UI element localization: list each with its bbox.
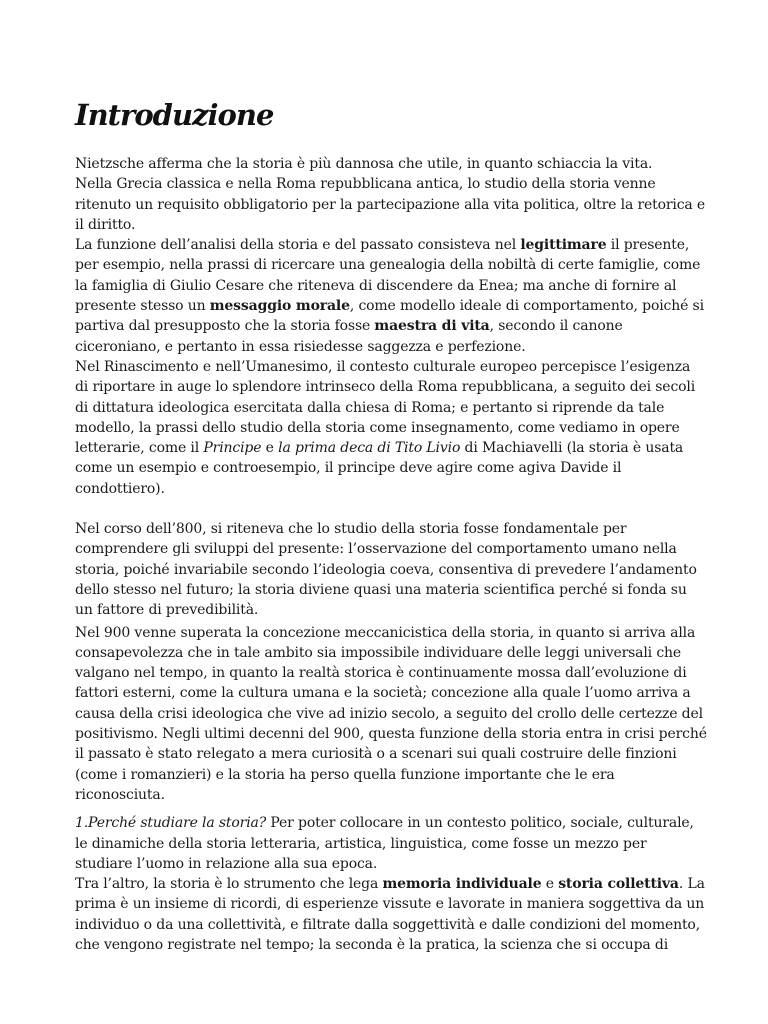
text-run: , come modello ideale di comportamento, poiché si partiva dal presupposto che la storia fosse (75, 298, 704, 335)
text-run: di Machiavelli (la storia è usata come un esempio e controesempio, il principe deve agire come agiva Davide il condottiero). (75, 440, 684, 497)
bold-maestra-di-vita: maestra di vita (374, 318, 490, 335)
text-run: e (541, 876, 559, 893)
italic-principe: Principe (203, 440, 262, 457)
text-run: . La prima è un insieme di ricordi, di esperienze vissute e lavorate in maniera soggettiva da un individuo o da una collettività, e filtrate dalla soggettività e dalle condizioni del momento, che vengono registrate nel tempo; la seconda è la pratica, la scienza che si occupa di (75, 876, 705, 953)
paragraph-perche-studiare (75, 813, 707, 874)
paragraph-memoria (75, 874, 707, 955)
paragraph-rinascimento (75, 357, 707, 499)
text-run: Nel Rinascimento e nell’Umanesimo, il contesto culturale europeo percepisce l’esigenza di riportare in auge lo splendore intrinseco della Roma repubblicana, a seguito dei secoli di dittatura ideologica esercitata dalla chiesa di Roma; e pertanto si riprende da tale modello, la prassi dello studio della storia come insegnamento, come vediamo in opere letterarie, come il (75, 358, 696, 457)
bold-legittimare: legittimare (520, 237, 607, 254)
italic-prima-deca: la prima deca di Tito Livio (278, 440, 461, 457)
bold-storia-collettiva: storia collettiva (558, 876, 679, 893)
text-run: e (261, 440, 279, 457)
paragraph-nietzsche: Nietzsche afferma che la storia è più dannosa che utile, in quanto schiaccia la vita. (75, 156, 653, 172)
bold-memoria-individuale: memoria individuale (382, 876, 542, 893)
text-run: Per poter collocare in un contesto politico, sociale, culturale, le dinamiche della storia letteraria, artistica, linguistica, come fosse un mezzo per studiare l’uomo in relazione alla sua epoca. (75, 815, 694, 872)
text-run: Tra l’altro, la storia è lo strumento che lega (75, 876, 383, 893)
paragraph-novecento: Nel 900 venne superata la concezione meccanicistica della storia, in quanto si arriva alla consapevolezza che in tale ambito sia impossibile individuare delle leggi universali che valgano nel tempo, in quanto la realtà storica è continuamente mossa dall’evoluzione di fattori esterni, come la cultura umana e la società; concezione alla quale l’uomo arriva a causa della crisi ideologica che vive ad inizio secolo, a seguito del crollo delle certezze del positivismo. Negli ultimi decenni del 900, questa funzione della storia entra in crisi perché il passato è stato relegato a mera curiosità o a scenari sui quali costruire delle finzioni (come i romanzieri) e la storia ha perso quella funzione importante che le era riconosciuta. (75, 624, 707, 803)
text-run: , secondo il canone ciceroniano, e pertanto in essa risiedesse saggezza e perfezione. (75, 318, 623, 355)
document-page (75, 95, 707, 955)
paragraph-funzione-storia (75, 235, 707, 357)
text-run: il presente, per esempio, nella prassi di ricercare una genealogia della nobiltà di certe famiglie, come la famiglia di Giulio Cesare che riteneva di discendere da Enea; ma anche di fornire al presente stesso un (75, 237, 701, 315)
paragraph-ottocento: Nel corso dell’800, si riteneva che lo studio della storia fosse fondamentale per comprendere gli sviluppi del presente: l’osservazione del comportamento umano nella storia, poiché invariabile secondo l’ideologia coeva, consentiva di prevedere l’andamento dello stesso nel futuro; la storia diviene quasi una materia scientifica perché si fonda su un fattore di prevedibilità. (75, 521, 697, 619)
page-title: Introduzione (75, 98, 274, 132)
italic-question: 1.Perché studiare la storia? (75, 815, 267, 832)
bold-messaggio-morale: messaggio morale (209, 298, 350, 315)
paragraph-grecia-roma: Nella Grecia classica e nella Roma repubblicana antica, lo studio della storia venne ritenuto un requisito obbligatorio per la partecipazione alla vita politica, oltre la retorica e il diritto. (75, 176, 706, 233)
text-run: La funzione dell’analisi della storia e del passato consisteva nel (75, 237, 521, 254)
